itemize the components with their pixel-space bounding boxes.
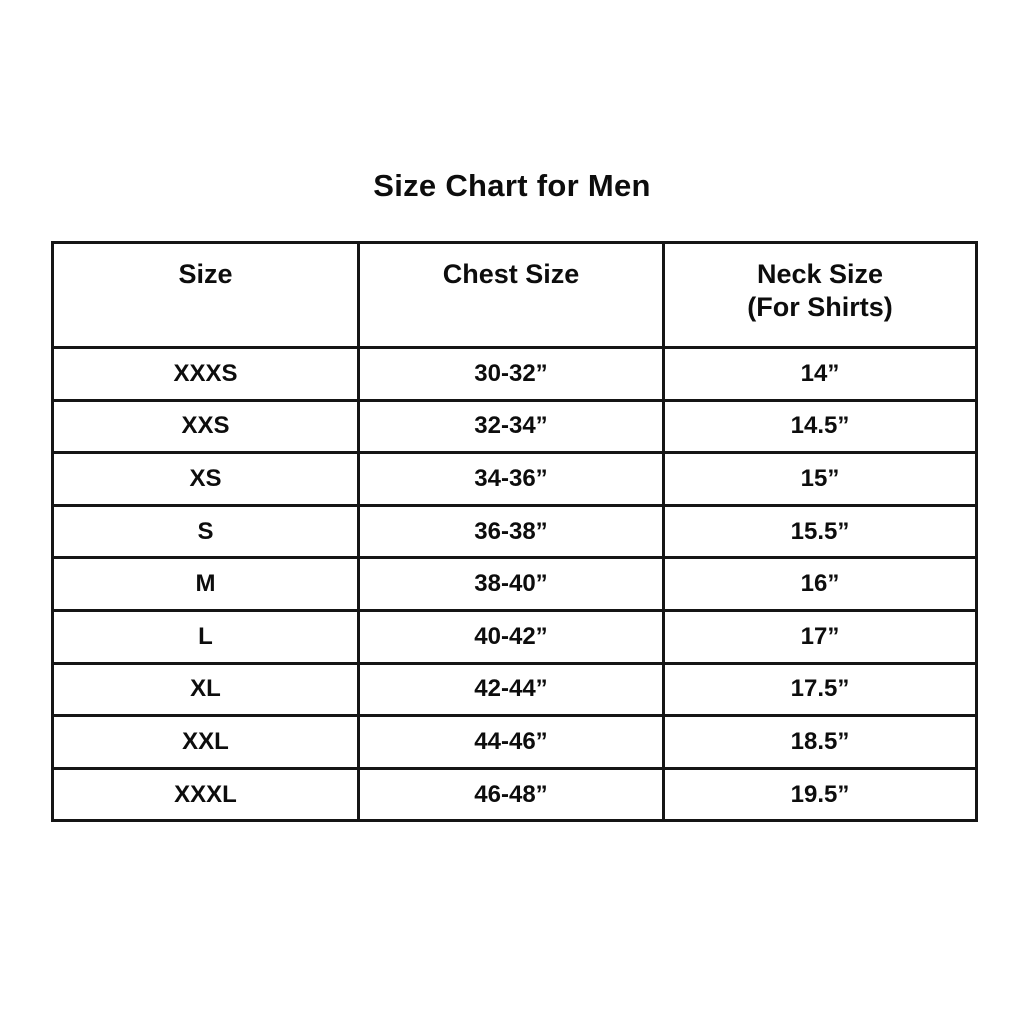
cell-neck: 16” bbox=[664, 558, 977, 611]
size-chart-table bbox=[51, 241, 978, 822]
col-header-neck-sublabel: (For Shirts) bbox=[747, 292, 893, 322]
page-title: Size Chart for Men bbox=[373, 168, 651, 203]
table-row bbox=[53, 768, 977, 821]
header-row bbox=[53, 243, 977, 348]
cell-neck: 17” bbox=[664, 610, 977, 663]
col-header-chest bbox=[359, 243, 664, 348]
table-row bbox=[53, 716, 977, 769]
cell-size: M bbox=[53, 558, 359, 611]
col-header-neck bbox=[664, 243, 977, 348]
cell-size: XL bbox=[53, 663, 359, 716]
table-row bbox=[53, 505, 977, 558]
col-header-neck-label: Neck Size bbox=[756, 259, 884, 289]
cell-chest: 46-48” bbox=[359, 768, 664, 821]
col-header-size-label: Size bbox=[178, 259, 233, 289]
table-row bbox=[53, 453, 977, 506]
cell-neck: 14.5” bbox=[664, 400, 977, 453]
cell-chest: 40-42” bbox=[359, 610, 664, 663]
cell-neck: 14” bbox=[664, 348, 977, 401]
cell-neck: 15” bbox=[664, 453, 977, 506]
table-row bbox=[53, 610, 977, 663]
col-header-chest-label: Chest Size bbox=[442, 259, 580, 289]
cell-size: S bbox=[53, 505, 359, 558]
cell-chest: 38-40” bbox=[359, 558, 664, 611]
table-row bbox=[53, 663, 977, 716]
cell-chest: 32-34” bbox=[359, 400, 664, 453]
cell-neck: 19.5” bbox=[664, 768, 977, 821]
table-row bbox=[53, 558, 977, 611]
col-header-size bbox=[53, 243, 359, 348]
cell-chest: 30-32” bbox=[359, 348, 664, 401]
cell-chest: 44-46” bbox=[359, 716, 664, 769]
table-row bbox=[53, 348, 977, 401]
cell-size: L bbox=[53, 610, 359, 663]
cell-chest: 34-36” bbox=[359, 453, 664, 506]
cell-neck: 18.5” bbox=[664, 716, 977, 769]
cell-chest: 36-38” bbox=[359, 505, 664, 558]
cell-size: XXS bbox=[53, 400, 359, 453]
cell-size: XXXS bbox=[53, 348, 359, 401]
table-row bbox=[53, 400, 977, 453]
cell-size: XS bbox=[53, 453, 359, 506]
cell-size: XXL bbox=[53, 716, 359, 769]
cell-chest: 42-44” bbox=[359, 663, 664, 716]
cell-neck: 17.5” bbox=[664, 663, 977, 716]
cell-size: XXXL bbox=[53, 768, 359, 821]
cell-neck: 15.5” bbox=[664, 505, 977, 558]
